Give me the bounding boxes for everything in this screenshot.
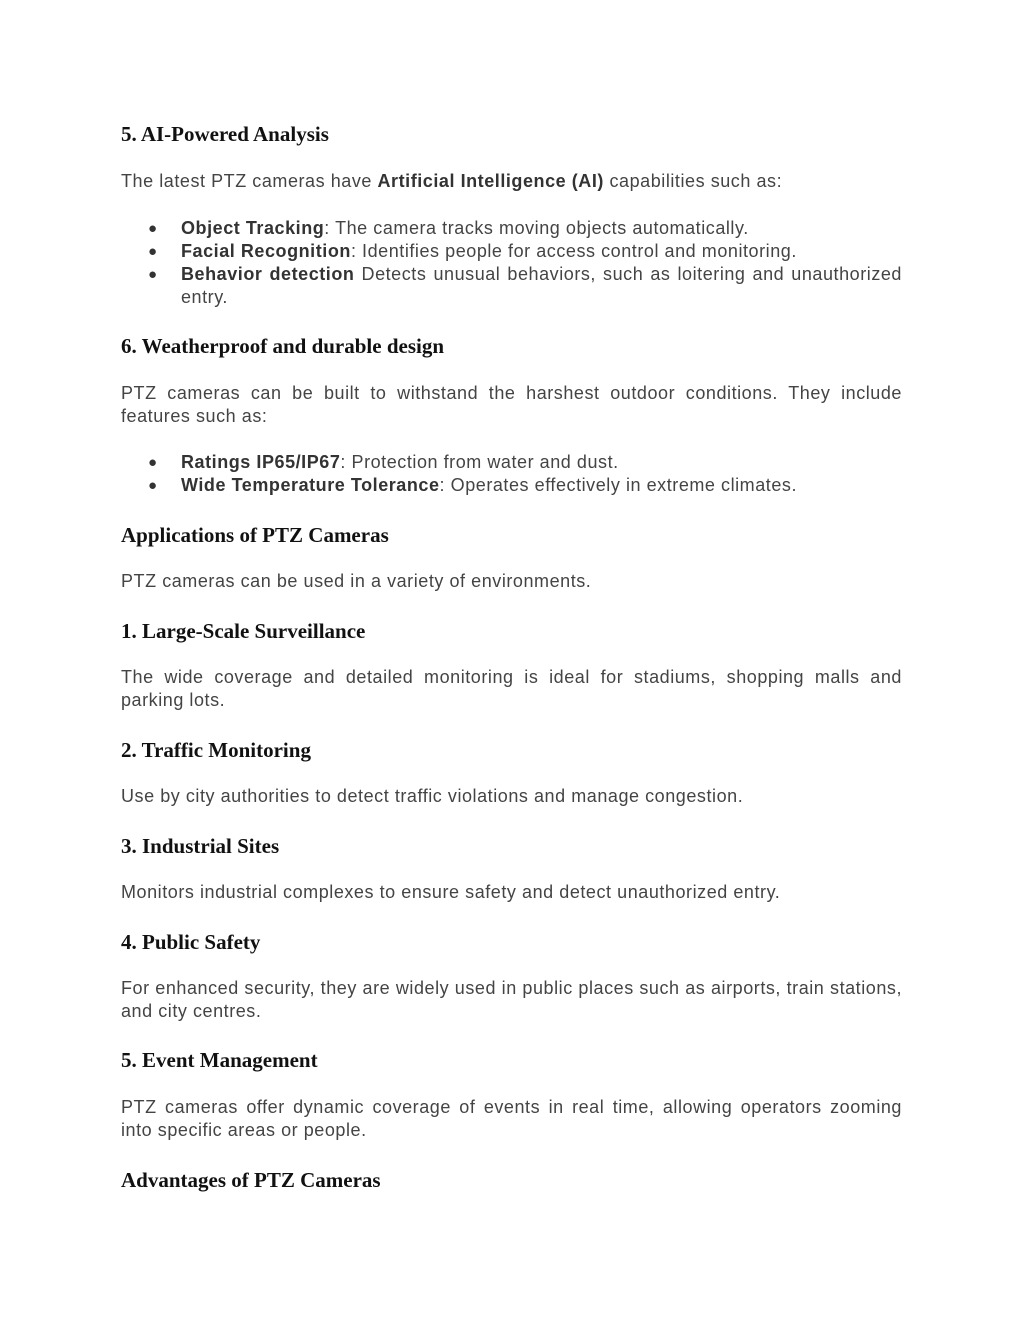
heading-applications: Applications of PTZ Cameras — [121, 523, 389, 547]
list-item-text: : The camera tracks moving objects automatically. — [324, 218, 749, 238]
list-item-term: Object Tracking — [181, 218, 325, 238]
heading-weatherproof: 6. Weatherproof and durable design — [121, 334, 445, 358]
paragraph-applications: PTZ cameras can be used in a variety of environments. — [121, 571, 592, 591]
heading-advantages: Advantages of PTZ Cameras — [121, 1168, 381, 1192]
list-item-term: Wide Temperature Tolerance — [181, 475, 440, 495]
heading-industrial: 3. Industrial Sites — [121, 834, 280, 858]
heading-traffic: 2. Traffic Monitoring — [121, 738, 311, 762]
bullet-icon: ● — [148, 220, 158, 237]
bullet-icon: ● — [148, 454, 158, 471]
paragraph-ai-intro-pre: The latest PTZ cameras have — [121, 171, 378, 191]
paragraph-industrial: Monitors industrial complexes to ensure safety and detect unauthorized entry. — [121, 882, 781, 902]
paragraph-event-management: PTZ cameras offer dynamic coverage of events in real time, allowing operators zooming into specific areas or people. — [121, 1097, 902, 1140]
paragraph-weatherproof: PTZ cameras can be built to withstand the harshest outdoor conditions. They include features such as: — [121, 383, 902, 426]
heading-large-scale: 1. Large-Scale Surveillance — [121, 619, 366, 643]
list-item-term: Facial Recognition — [181, 241, 351, 261]
paragraph-large-scale: The wide coverage and detailed monitoring is ideal for stadiums, shopping malls and parking lots. — [121, 667, 902, 710]
list-item-term: Behavior detection — [181, 264, 355, 284]
paragraph-ai-intro-post: capabilities such as: — [603, 171, 783, 191]
list-item-term: Ratings IP65/IP67 — [181, 452, 341, 472]
list-item-text: : Identifies people for access control and monitoring. — [350, 241, 797, 261]
list-item-text: : Protection from water and dust. — [340, 452, 619, 472]
bullet-icon: ● — [148, 243, 158, 260]
bullet-icon: ● — [148, 266, 158, 283]
heading-event-management: 5. Event Management — [121, 1048, 318, 1072]
list-item-text: Detects unusual behaviors, such as loitering and unauthorized entry. — [181, 264, 902, 307]
paragraph-ai-intro-bold: Artificial Intelligence (AI) — [377, 171, 604, 191]
paragraph-public-safety: For enhanced security, they are widely used in public places such as airports, train stations, and city centres. — [121, 978, 902, 1021]
paragraph-traffic: Use by city authorities to detect traffic violations and manage congestion. — [121, 786, 744, 806]
paragraph-ai-intro — [121, 170, 902, 193]
heading-ai-powered-analysis: 5. AI-Powered Analysis — [121, 122, 329, 146]
heading-public-safety: 4. Public Safety — [121, 930, 261, 954]
bullet-icon: ● — [148, 477, 158, 494]
list-item-text: : Operates effectively in extreme climates. — [439, 475, 797, 495]
